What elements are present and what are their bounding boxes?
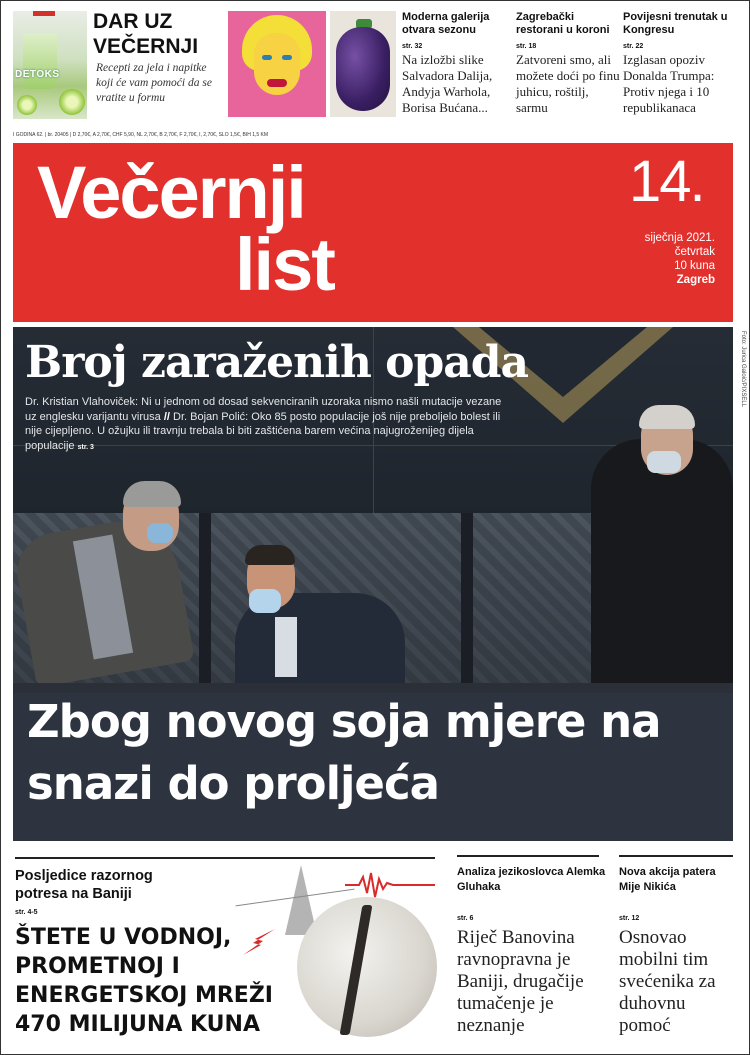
column-page-ref-language: str. 6: [457, 915, 474, 922]
earthquake-kicker: Posljedice razornog potresa na Baniji: [15, 868, 153, 902]
issue-city: Zagreb: [676, 274, 715, 286]
person-mask: [647, 451, 681, 473]
teaser-kicker: Zagrebački restorani u koroni: [516, 11, 610, 36]
promo-lime: [17, 95, 37, 115]
issue-day: 14.: [629, 149, 704, 214]
teaser-restaurants[interactable]: [516, 11, 620, 116]
person-hair: [245, 545, 295, 565]
promo-lime: [59, 89, 85, 115]
portrait-lips: [267, 79, 287, 87]
promo-image-label: DETOKS: [15, 69, 60, 80]
teaser-text: Na izložbi slike Salvadora Dalija, Andyja Warhola, Borisa Bućana...: [402, 52, 493, 115]
teaser-text: Izglasan opoziv Donalda Trumpa: Protiv njega i 10 republikanaca: [623, 52, 715, 115]
section-rule: [457, 855, 599, 857]
person-shirt: [275, 617, 297, 677]
column-kicker-language: Analiza jezikoslovca Alemka Gluhaka: [457, 866, 606, 893]
column-page-ref-priest: str. 12: [619, 915, 640, 922]
lightning-bolt-icon: [241, 927, 277, 957]
section-rule: [619, 855, 733, 857]
warhol-portrait-image: [228, 11, 326, 117]
earthquake-headline[interactable]: ŠTETE U VODNOJ, PROMETNOJ I ENERGETSKOJ MREŽI 470 MILIJUNA KUNA: [15, 925, 273, 1037]
hero-summary-part-2: Dr. Bojan Polić: Oko 85 posto populacije još nije preboljelo bolest ili nije cijepljeno. U ožujku ili travnju trebala bi biti zaštićena barem većina najugroženijeg dijela populacije: [25, 410, 501, 452]
person-hair: [123, 481, 181, 507]
hero-headline[interactable]: Zbog novog soja mjere na snazi do proljeća: [27, 695, 661, 810]
teaser-kicker: Moderna galerija otvara sezonu: [402, 11, 490, 36]
detox-promo-image[interactable]: [13, 11, 87, 119]
teaser-gallery[interactable]: [402, 11, 510, 116]
earthquake-page-ref: str. 4-5: [15, 909, 38, 916]
portrait-eye: [282, 55, 292, 60]
hero-summary-part-1: Dr. Kristian Vlahoviček: Ni u jednom od dosad sekvenciranih uzoraka nismo našli mutacije vezane uz englesku varijantu virusa: [25, 396, 502, 423]
masthead: [13, 143, 733, 322]
promo-drink-glass: [23, 33, 57, 89]
column-text-language[interactable]: Riječ Banovina ravnopravna je Baniji, drugačije tumačenje je neznanje: [457, 927, 584, 1036]
teaser-kicker: Povijesni trenutak u Kongresu: [623, 11, 728, 36]
photo-credit: Foto: Jurica Galoić/PIXSELL: [740, 331, 746, 408]
person-hair: [639, 405, 695, 429]
person-mask: [147, 523, 173, 543]
earthquake-illustration: [225, 857, 443, 1045]
issue-date: siječnja 2021.: [644, 232, 715, 244]
eggplant-artwork-image: [330, 11, 396, 117]
hero-summary-separator: //: [163, 410, 170, 423]
teaser-congress[interactable]: [623, 11, 739, 116]
promo-description: Recepti za jela i napitke koji će vam pomoći da se vratite u formu: [96, 62, 212, 104]
column-kicker-priest: Nova akcija patera Mije Nikića: [619, 866, 716, 893]
logo-line-1: Večernji: [37, 151, 305, 234]
hero-title[interactable]: Broj zaraženih opada: [25, 337, 529, 388]
person-torso: [591, 439, 733, 689]
edition-price-line: I GODINA 62. | br. 20405 | D 2,70€, A 2,70€, CHF 5,90, NL 2,70€, B 2,70€, F 2,70€, I, 2,70€, SLO 1,5€, BIH 1,5 KM: [13, 132, 269, 138]
hero-page-ref: str. 3: [77, 443, 94, 451]
teaser-text: Zatvoreni smo, ali možete doći po finu juhicu, roštilj, sarmu: [516, 52, 620, 115]
issue-info: [645, 231, 715, 287]
teaser-page-ref: str. 22: [623, 43, 644, 50]
hero-wall-post: [199, 513, 211, 689]
teaser-page-ref: str. 18: [516, 43, 537, 50]
column-text-priest[interactable]: Osnovao mobilni tim svećenika za duhovnu pomoć: [619, 927, 716, 1036]
portrait-eye: [262, 55, 272, 60]
eggplant-body: [336, 27, 390, 111]
issue-weekday: četvrtak: [674, 246, 715, 258]
hero-story[interactable]: [13, 327, 733, 841]
hero-wall-post: [461, 513, 473, 689]
hero-summary: [25, 395, 507, 455]
promo-red-tab: [33, 11, 55, 16]
gallery-teaser-image[interactable]: [228, 11, 396, 117]
person-mask: [249, 589, 281, 613]
issue-price: 10 kuna: [674, 260, 715, 272]
seismograph-icon: [345, 869, 435, 899]
logo-line-2: list: [235, 223, 334, 306]
teaser-page-ref: str. 32: [402, 43, 423, 50]
promo-title[interactable]: DAR UZ VEČERNJI: [93, 10, 199, 58]
